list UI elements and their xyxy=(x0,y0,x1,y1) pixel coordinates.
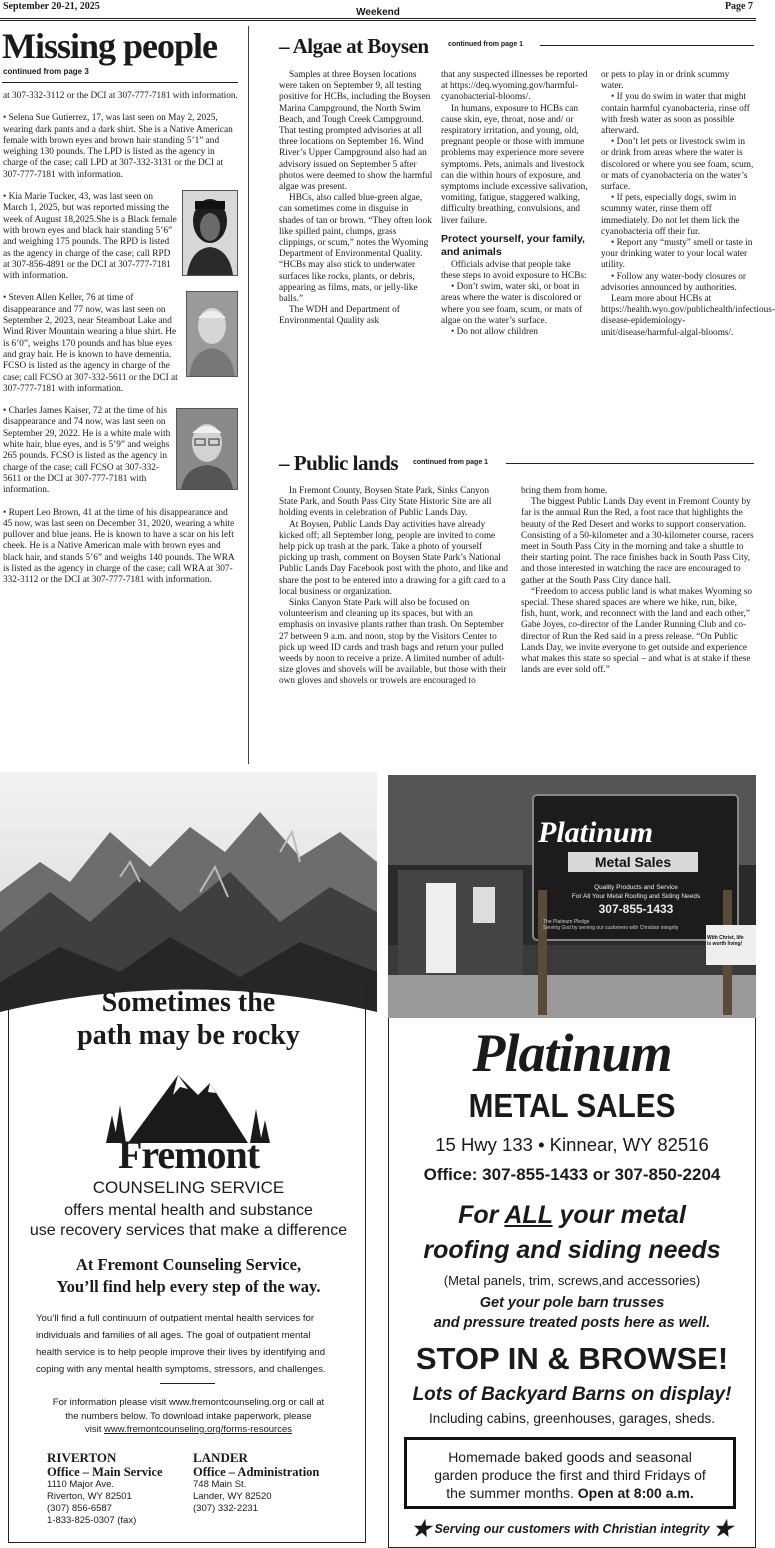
missing-rule xyxy=(2,82,238,83)
fremont-headline-line: Sometimes the xyxy=(101,987,276,1018)
trusses-line: and pressure treated posts here as well. xyxy=(433,1315,711,1331)
algae-paragraph: • If pets, especially dogs, swim in scummy water, rinse them off immediately. Do not let them lick the cyanobacteria off their fur. xyxy=(601,193,740,237)
fremont-forms-link[interactable]: www.fremontcounseling.org/forms-resources xyxy=(104,1424,292,1435)
riverton-office xyxy=(47,1450,187,1527)
algae-paragraph: • Don’t let pets or livestock swim in or drink from areas where the water is discolored or where you see foam, scum, or mats of cyanobacteria on the water’s surface. xyxy=(601,137,754,193)
public-lands-continued: continued from page 1 xyxy=(413,459,489,466)
lands-paragraph: At Boysen, Public Lands Day activities have already kicked off; all September long, people are invited to come help pick up trash at the park. Take a photo of yourself picking up trash, comment on Boysen State Park’s National Public Lands Day Facebook post with the photo, and like and share the post to be entered into a drawing for a gift card to a local business or organization. xyxy=(279,519,509,597)
missing-paragraph: • Charles James Kaiser, 72 at the time of his disappearance and 74 now, was last seen on September 29, 2022. He is a white male with white hair, blue eyes, and is 5’9” and weighs 265 pounds. FCSO is listed as the agency in charge of the case; call FCSO at 307-332-5611 or the DCI at 307-777-7181 with information. xyxy=(3,406,171,496)
platinum-trusses xyxy=(388,1293,756,1333)
fremont-headline-line: path may be rocky xyxy=(77,1020,300,1051)
platinum-stop-in: STOP IN & BROWSE! xyxy=(415,1341,729,1376)
fremont-subheadline xyxy=(0,1254,377,1298)
box-line: garden produce the first and third Fridays of xyxy=(434,1467,706,1483)
fremont-headline xyxy=(0,986,377,1052)
box-open-time: Open at 8:00 a.m. xyxy=(577,1485,694,1501)
missing-people-title: Missing people xyxy=(2,26,218,66)
sign-pledge xyxy=(543,919,733,931)
serving-text: Serving our customers with Christian integrity xyxy=(434,1522,710,1536)
algae-subhead: Protect yourself, your family, and animals xyxy=(441,232,585,258)
fremont-info-line: For information please visit www.fremontcounseling.org or call at xyxy=(52,1397,325,1408)
fremont-info-visit: visit xyxy=(85,1424,105,1435)
trusses-line: Get your pole barn trusses xyxy=(479,1295,665,1311)
missing-paragraph: • Kia Marie Tucker, 43, was last seen on March 1, 2025, but was reported missing the week of August 18,2025.She is a Black female with brown eyes and black hair standing 5’6” and weighing 175 pounds. The RPD is listed as the agency in charge of the case; call RPD at 307-856-4891 or the DCI at 307-777-7181 with information. xyxy=(3,192,177,282)
sign-lines xyxy=(536,883,736,917)
for-all-text: your metal xyxy=(552,1201,686,1229)
platinum-serving xyxy=(388,1518,756,1540)
algae-column-2 xyxy=(441,70,592,338)
sign-line: Quality Products and Service xyxy=(594,884,678,891)
section-name: Weekend xyxy=(356,7,400,18)
sign-phone: 307-855-1433 xyxy=(598,902,674,916)
fremont-body: You’ll find a full continuum of outpatient mental health services for individuals and families of all ages. The goal of outpatient mental health service is to help people improve their lives by identifying and coping with any mental health symptoms, stressors, and challenges. xyxy=(36,1313,326,1375)
algae-paragraph: Samples at three Boysen locations were taken on September 9, all testing positive for HCBs, including the Boysen Marina Campground, the North Swim Beach, and Tough Creek Campground. That testing prompted advisories at all three locations on September 16. Wind River’s Upper Campground also had an advisory issued on September 5 after photos were deemed to show the harmful algae was present. xyxy=(279,70,433,193)
lands-paragraph: The biggest Public Lands Day event in Fremont County by far is the annual Run the Red, a foot race that highlights the beauty of the Red Desert and works to support conservation. Consisting of a 50-kilometer and a 30-kilometer course, racers meet in South Pass City in the morning and take a shuttle to their starting point. The race finishes back in South Pass City, and those interested in watching the race are encouraged to gather at the South Pass City dance hall. xyxy=(521,497,754,586)
platinum-products: (Metal panels, trim, screws,and accessories) xyxy=(443,1273,701,1288)
lands-paragraph: In Fremont County, Boysen State Park, Sinks Canyon State Park, and South Pass City State Historic Site are all holding events in celebration of Public Lands Day. xyxy=(279,486,492,519)
box-line: Homemade baked goods and seasonal xyxy=(448,1449,692,1465)
header-rule xyxy=(0,18,756,19)
algae-column-1 xyxy=(279,70,433,328)
lander-city: LANDER xyxy=(193,1450,248,1465)
for-all-text: For xyxy=(458,1201,505,1229)
fremont-subheadline-line: You’ll find help every step of the way. xyxy=(56,1277,321,1296)
fremont-divider xyxy=(160,1383,215,1384)
algae-paragraph: In humans, exposure to HCBs can cause skin, eye, throat, nose and/ or respiratory irritation, and young, old, pregnant people or those with immune problems may experience more severe symptoms. Pets, animals and livestock can die within hours of exposure, and symptoms include excessive salivation, vomiting, fatigue, staggered walking, difficulty breathing, convulsions, and liver failure. xyxy=(441,103,588,226)
lander-citystate: Lander, WY 82520 xyxy=(193,1491,272,1502)
algae-paragraph: • Don’t swim, water ski, or boat in areas where the water is discolored or where you see foam, scum, or mats of algae on the water’s surface. xyxy=(441,282,583,326)
page-header xyxy=(0,0,756,20)
public-lands-title: – Public lands xyxy=(279,451,399,475)
for-all-emphasis: ALL xyxy=(504,1201,553,1229)
fremont-brand-sub: COUNSELING SERVICE xyxy=(92,1178,285,1197)
missing-paragraph: at 307-332-3112 or the DCI at 307-777-7181 with information. xyxy=(3,91,238,101)
public-lands-column-2 xyxy=(521,486,754,676)
small-sign-line: With Christ, life xyxy=(707,935,744,941)
sign-line: The Platinum Pledge xyxy=(543,919,590,925)
platinum-for-all xyxy=(388,1199,756,1232)
algae-paragraph: HBCs, also called blue-green algae, can sometimes come in disguise in shades of tan or brown. “They often look like spilled paint, clumps, grass clippings, or scum,” notes the Wyoming Department of Environmental Quality. “HCBs may also stick to underwater surfaces like rocks, plants, or debris, appearing as films, mats, or jelly-like balls.” xyxy=(279,193,432,305)
lands-paragraph: “Freedom to access public land is what makes Wyoming so special. These shared spaces are where we hike, run, bike, fish, hunt, work, and reconnect with the land and each other,” Gabe Joyes, co-director of the Lander Running Club and co-director of Run the Red said in a press release. “On Public Lands Day, we invite everyone to get outside and experience what makes this state so special – and what is at stake if these lands are ever sold off.” xyxy=(521,586,753,676)
platinum-address: 15 Hwy 133 • Kinnear, WY 82516 xyxy=(435,1134,709,1155)
sign-sub: Metal Sales xyxy=(568,852,698,872)
lander-address: 748 Main St. xyxy=(193,1479,247,1490)
missing-continued: continued from page 3 xyxy=(3,67,89,76)
algae-paragraph: Officials advise that people take these steps to avoid exposure to HCBs: xyxy=(441,259,587,282)
platinum-sub: METAL SALES xyxy=(468,1087,676,1124)
sign-line: For All Your Metal Roofing and Siding Needs xyxy=(571,893,701,900)
box-line-text: the summer months. xyxy=(446,1485,578,1501)
riverton-citystate: Riverton, WY 82501 xyxy=(47,1491,132,1502)
lands-paragraph: bring them from home. xyxy=(521,486,608,496)
public-lands-rule xyxy=(506,463,754,464)
star-icon: ★ xyxy=(713,1516,733,1541)
sign-line: Serving God by serving our customers with Christian integrity xyxy=(543,925,679,931)
star-icon: ★ xyxy=(411,1516,431,1541)
algae-title: – Algae at Boysen xyxy=(279,34,429,58)
algae-paragraph: or pets to play in or drink scummy water. xyxy=(601,70,730,92)
algae-paragraph: • If you do swim in water that might contain harmful cyanobacteria, rinse off with fresh water as soon as possible afterward. xyxy=(601,92,750,137)
fremont-tagline-line: offers mental health and substance xyxy=(64,1202,313,1219)
algae-rule xyxy=(540,45,754,46)
small-sign xyxy=(707,935,755,947)
algae-continued: continued from page 1 xyxy=(448,41,524,48)
box-line xyxy=(407,1484,733,1502)
lander-office xyxy=(193,1450,353,1515)
platinum-office-phones: Office: 307-855-1433 or 307-850-2204 xyxy=(423,1165,721,1184)
fremont-info xyxy=(0,1396,377,1437)
algae-paragraph: The WDH and Department of Environmental Quality ask xyxy=(279,305,400,327)
small-sign-line: is worth living! xyxy=(707,941,743,947)
lander-office-label: Office – Administration xyxy=(193,1465,320,1479)
riverton-office-label: Office – Main Service xyxy=(47,1465,163,1479)
issue-date: September 20-21, 2025 xyxy=(3,1,100,12)
algae-paragraph: Learn more about HCBs at https://health.wyo.gov/publichealth/infectious-disease-epidemiology-unit/disease/harmful-algal-blooms/. xyxy=(601,294,775,338)
platinum-roofing: roofing and siding needs xyxy=(423,1236,721,1264)
fremont-tagline-line: use recovery services that make a difference xyxy=(29,1222,348,1239)
page-number: Page 7 xyxy=(724,1,753,12)
photo-charles-kaiser xyxy=(176,408,238,490)
public-lands-column-1 xyxy=(279,486,509,688)
sign-brand: Platinum xyxy=(538,816,654,849)
fremont-brand: Fremont xyxy=(117,1132,260,1177)
riverton-phone: (307) 856-6587 xyxy=(47,1503,112,1514)
platinum-lots: Lots of Backyard Barns on display! xyxy=(412,1384,732,1405)
algae-paragraph: that any suspected illnesses be reported at https://deq.wyoming.gov/harmful-cyanobacterial-blooms/. xyxy=(441,70,588,103)
riverton-address: 1110 Major Ave. xyxy=(47,1479,115,1490)
platinum-baked-goods-box xyxy=(404,1437,736,1509)
missing-paragraph: • Selena Sue Gutierrez, 17, was last seen on May 2, 2025, wearing dark pants and a dark shirt. She is a Native American female with brown eyes and brown hair standing 5’1” and weighing 130 pounds. The LPD is listed as the agency in charge of the case; call LPD at 307-332-3131 or the DCI at 307-777-7181 with information. xyxy=(3,113,233,180)
riverton-fax: 1-833-825-0307 (fax) xyxy=(47,1515,137,1526)
photo-kia-tucker xyxy=(182,190,238,276)
missing-paragraph: • Steven Allen Keller, 76 at time of disappearance and 77 now, was last seen on September 2, 2023, near Steamboat Lake and Wind River Mountain wearing a blue shirt. He is 6’0”, weighs 170 pounds and has blue eyes and gray hair. He is known to have dementia. FCSO is listed as the agency in charge of the case; call FCSO at 307-332-5611 or the DCI at 307-777-7181 with information. xyxy=(3,293,178,394)
platinum-metal-sales-ad xyxy=(388,775,756,1548)
algae-column-3 xyxy=(601,70,775,339)
algae-paragraph: • Do not allow children xyxy=(451,327,538,338)
header-rule-2 xyxy=(0,20,756,21)
algae-paragraph: • Report any “musty” smell or taste in your drinking water to your local water utility. xyxy=(601,238,753,271)
photo-steven-keller xyxy=(186,291,238,377)
fremont-info-line xyxy=(0,1423,377,1437)
fremont-info-line: the numbers below. To download intake paperwork, please xyxy=(65,1410,312,1422)
missing-people-article xyxy=(3,91,238,598)
lander-phone: (307) 332-2231 xyxy=(193,1503,258,1514)
lands-paragraph: Sinks Canyon State Park will also be focused on volunteerism and cleaning up its spaces, but with an emphasis on invasive plants rather than trash. On September 27 between 9 a.m. and noon, stop by the Visitors Center to pick up weed ID cards and trash bags and return your pulled weeds by noon to receive a prize. A limited number of adult-size gloves and shovels will be available, but those with their own gloves and shovels or trowels are encouraged to xyxy=(279,598,507,687)
platinum-including: Including cabins, greenhouses, garages, sheds. xyxy=(429,1411,715,1426)
algae-paragraph: • Follow any water-body closures or advisories announced by authorities. xyxy=(601,271,747,293)
missing-paragraph: • Rupert Leo Brown, 41 at the time of his disappearance and 45 now, was last seen on December 31, 2020, wearing a white pullover and blue jeans. He is known to have a scar on his left cheek. He is a Native American male with brown eyes and black hair, and stands 5’6” and weighs 140 pounds. The WRA is listed as the agency in charge of the case; call WRA at 307-332-3112 or the DCI at 307-777-7181 with information. xyxy=(3,507,235,586)
fremont-counseling-ad xyxy=(0,772,377,1548)
column-divider xyxy=(248,26,249,764)
fremont-tagline xyxy=(0,1201,377,1241)
fremont-subheadline-line: At Fremont Counseling Service, xyxy=(75,1255,302,1274)
platinum-brand: Platinum xyxy=(472,1023,672,1083)
riverton-city: RIVERTON xyxy=(47,1450,117,1465)
